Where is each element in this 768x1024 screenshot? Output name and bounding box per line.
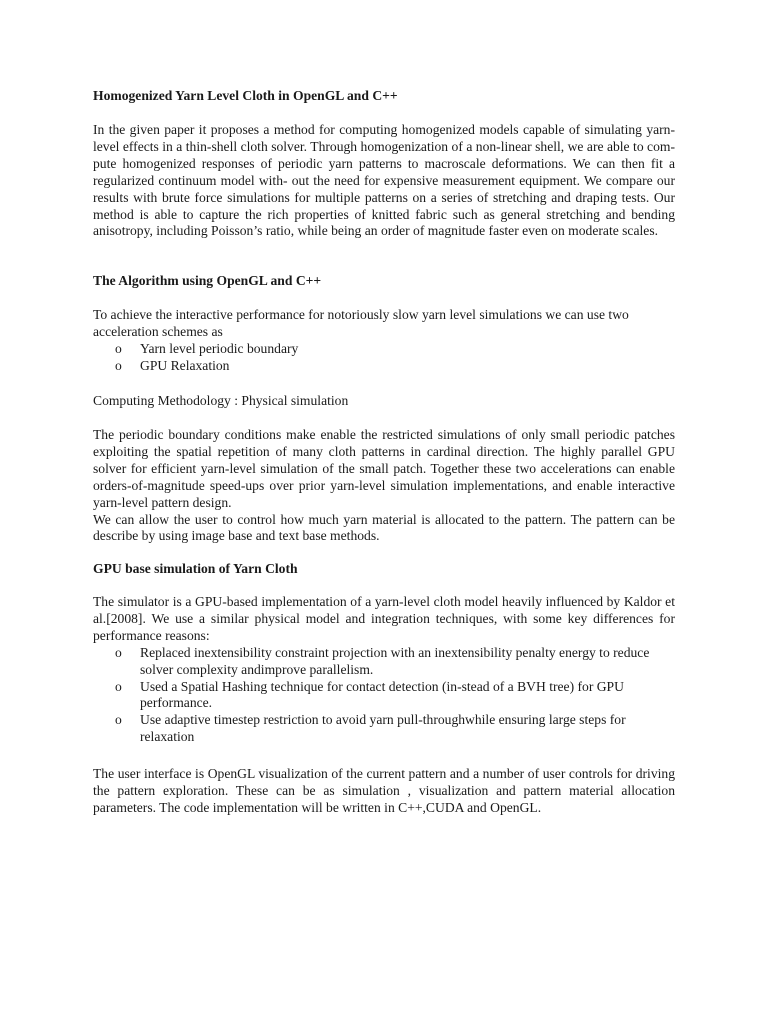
computing-methodology-line: Computing Methodology : Physical simulation: [93, 393, 349, 408]
algorithm-lead-block: [93, 307, 675, 375]
section-heading-gpu-simulation: GPU base simulation of Yarn Cloth: [93, 561, 298, 576]
section-heading-algorithm: The Algorithm using OpenGL and C++: [93, 273, 322, 288]
list-item-text: Yarn level periodic boundary: [140, 340, 299, 356]
list-item-text: Used a Spatial Hashing technique for contact detection (in-stead of a BVH tree) for GPU performance.: [140, 678, 624, 711]
gpu-simulation-lead-paragraph: The simulator is a GPU-based implementation of a yarn-level cloth model heavily influenced by Kaldor et al.[2008]. We use a similar physical model and integration techniques, with some key differences for performance reasons:: [93, 594, 675, 643]
list-item: [93, 712, 653, 746]
list-item-text: Use adaptive timestep restriction to avoid yarn pull-throughwhile ensuring large steps for relaxation: [140, 712, 626, 745]
algorithm-lead-paragraph: To achieve the interactive performance for notoriously slow yarn level simulations we can use two acceleration schemes as: [93, 307, 629, 339]
bullet-marker: o: [115, 678, 122, 694]
performance-differences-list: [93, 645, 653, 746]
list-item: [93, 679, 653, 713]
gpu-simulation-block: [93, 594, 675, 746]
user-control-paragraph: We can allow the user to control how much yarn material is allocated to the pattern. The pattern can be describe by using image base and text base methods.: [93, 511, 675, 544]
periodic-boundary-block: [93, 427, 675, 545]
list-item-text: GPU Relaxation: [140, 357, 230, 373]
bullet-marker: o: [115, 712, 122, 728]
intro-paragraph: In the given paper it proposes a method for computing homogenized models capable of simulating yarn-level effects in a thin-shell cloth solver. Through homogenization of a non-linear shell, we are able to com- pute homogenized responses of periodic yarn patterns to macroscale deformations. We can then fit a regularized continuum model with- out the need for expensive measurement equipment. We compare our results with brute force simulations for multiple patterns on a series of stretching and draping tests. Our method is able to capture the rich properties of knitted fabric such as general stretching and bending anisotropy, including Poisson’s ratio, while being an order of magnitude faster even on moderate scales.: [93, 122, 675, 239]
bullet-marker: o: [115, 644, 122, 660]
bullet-marker: o: [115, 357, 122, 373]
list-item: [93, 341, 675, 358]
periodic-boundary-paragraph: The periodic boundary conditions make enable the restricted simulations of only small periodic patches exploiting the spatial repetition of many cloth patterns in cardinal direction. The highly parallel GPU solver for efficient yarn-level simulation of the small patch. Together these two accelerations can enable orders-of-magnitude speed-ups over prior yarn-level simulation implementations, and enable interactive yarn-level pattern design.: [93, 427, 675, 510]
list-item-text: Replaced inextensibility constraint projection with an inextensibility penalty energy to reduce solver complexity andimprove parallelism.: [140, 644, 650, 677]
user-interface-paragraph: The user interface is OpenGL visualization of the current pattern and a number of user controls for driving the pattern exploration. These can be as simulation , visualization and pattern material allocation parameters. The code implementation will be written in C++,CUDA and OpenGL.: [93, 766, 675, 815]
list-item: [93, 358, 675, 375]
list-item: [93, 645, 653, 679]
bullet-marker: o: [115, 340, 122, 356]
acceleration-scheme-list: [93, 341, 675, 375]
document-title: Homogenized Yarn Level Cloth in OpenGL and C++: [93, 88, 398, 103]
